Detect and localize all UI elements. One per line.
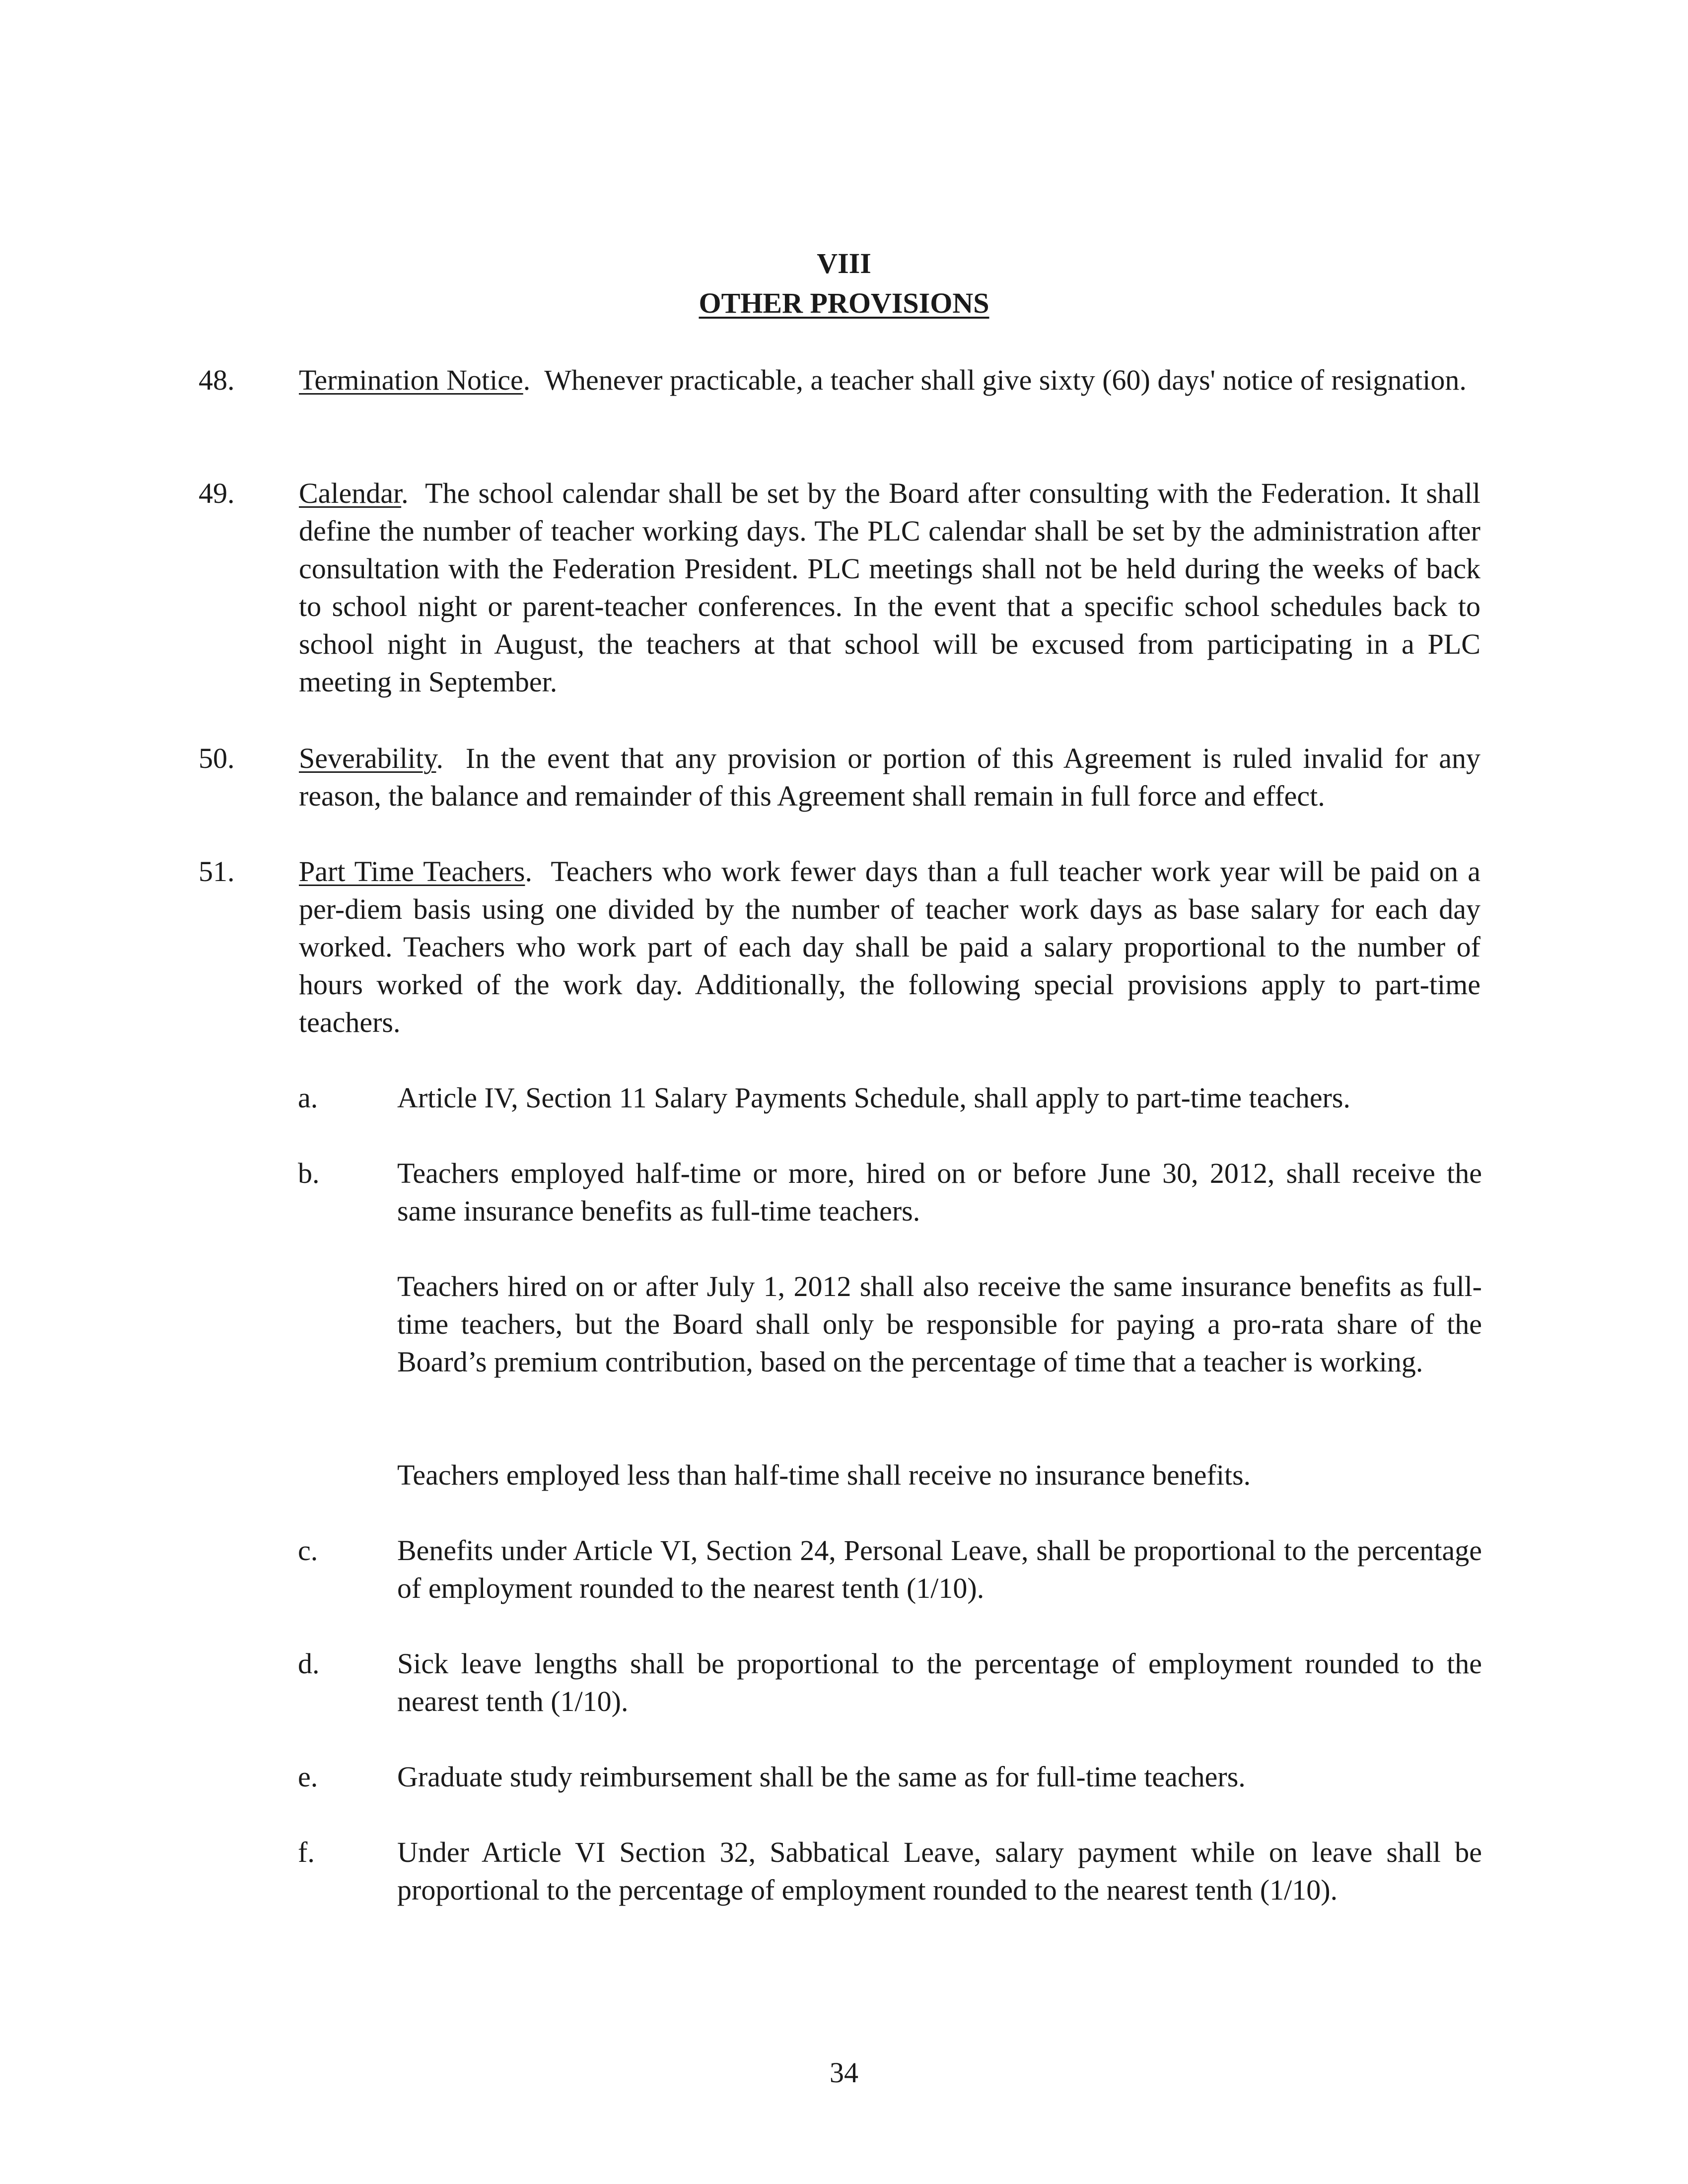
section-51-text: Teachers who work fewer days than a full teacher work year will be paid on a per-diem basis using one divided by the number of teacher work days as base salary for each day worked. Teachers who work part of each day shall be paid a salary proportional to the number of hours worked of the work day. Additionally, the following special provisions apply to part-time teachers. bbox=[299, 855, 1481, 1038]
subitem-e-text: Graduate study reimbursement shall be the same as for full-time teachers. bbox=[397, 1761, 1246, 1793]
article-title: OTHER PROVISIONS bbox=[699, 287, 989, 319]
subitem-c-text: Benefits under Article VI, Section 24, Personal Leave, shall be proportional to the percentage of employment rounded to the nearest tenth (1/10). bbox=[397, 1534, 1482, 1604]
page-number: 34 bbox=[830, 2056, 858, 2089]
section-48-number: 48. bbox=[199, 364, 235, 396]
section-51-heading: Part Time Teachers bbox=[299, 855, 525, 887]
section-50-number: 50. bbox=[199, 742, 235, 774]
subitem-f-text: Under Article VI Section 32, Sabbatical Leave, salary payment while on leave shall be proportional to the percentage of employment rounded to the nearest tenth (1/10). bbox=[397, 1836, 1482, 1906]
subitem-b-letter: b. bbox=[298, 1157, 320, 1189]
subitem-a-letter: a. bbox=[298, 1082, 318, 1114]
article-number: VIII bbox=[817, 247, 871, 279]
subitem-b-paragraph-3: Teachers employed less than half-time shall receive no insurance benefits. bbox=[397, 1459, 1251, 1491]
section-51: Part Time Teachers. Teachers who work fewer days than a full teacher work year will be paid on a per-diem basis using one divided by the number of teacher work days as base salary for each day worked. Teachers who work part of each day shall be paid a salary proportional to the number of hours worked of the work day. Additionally, the following special provisions apply to part-time teachers. bbox=[299, 855, 1481, 1038]
section-51-number: 51. bbox=[199, 855, 235, 887]
section-48-text: Whenever practicable, a teacher shall give sixty (60) days' notice of resignation. bbox=[544, 364, 1467, 396]
subitem-f-letter: f. bbox=[298, 1836, 315, 1868]
subitem-d-text: Sick leave lengths shall be proportional to the percentage of employment rounded to the nearest tenth (1/10). bbox=[397, 1647, 1482, 1717]
section-49-number: 49. bbox=[199, 477, 235, 509]
section-48-heading: Termination Notice bbox=[299, 364, 523, 396]
subitem-a-text: Article IV, Section 11 Salary Payments Schedule, shall apply to part-time teachers. bbox=[397, 1082, 1350, 1114]
subitem-e-letter: e. bbox=[298, 1761, 318, 1793]
section-50-heading: Severability bbox=[299, 742, 436, 774]
subitem-b-paragraph-2: Teachers hired on or after July 1, 2012 shall also receive the same insurance benefits as full-time teachers, but the Board shall only be responsible for paying a pro-rata share of the Board’s premium contribution, based on the percentage of time that a teacher is working. bbox=[397, 1270, 1482, 1378]
section-49-heading: Calendar bbox=[299, 477, 402, 509]
section-50: Severability. In the event that any provision or portion of this Agreement is ruled invalid for any reason, the balance and remainder of this Agreement shall remain in full force and effect. bbox=[299, 742, 1480, 812]
section-50-text: In the event that any provision or portion of this Agreement is ruled invalid for any reason, the balance and remainder of this Agreement shall remain in full force and effect. bbox=[299, 742, 1480, 812]
subitem-b-text: Teachers employed half-time or more, hired on or before June 30, 2012, shall receive the same insurance benefits as full-time teachers. bbox=[397, 1157, 1482, 1227]
section-49: Calendar. The school calendar shall be set by the Board after consulting with the Federation. It shall define the number of teacher working days. The PLC calendar shall be set by the administration after consultation with the Federation President. PLC meetings shall not be held during the weeks of back to school night or parent-teacher conferences. In the event that a specific school schedules back to school night in August, the teachers at that school will be excused from participating in a PLC meeting in September. bbox=[299, 477, 1480, 698]
subitem-d-letter: d. bbox=[298, 1647, 320, 1680]
section-48: Termination Notice. Whenever practicable, a teacher shall give sixty (60) days' notice of resignation. bbox=[299, 364, 1467, 396]
subitem-c-letter: c. bbox=[298, 1534, 318, 1567]
section-49-text: The school calendar shall be set by the Board after consulting with the Federation. It shall define the number of teacher working days. The PLC calendar shall be set by the administration after consultation with the Federation President. PLC meetings shall not be held during the weeks of back to school night or parent-teacher conferences. In the event that a specific school schedules back to school night in August, the teachers at that school will be excused from participating in a PLC meeting in September. bbox=[299, 477, 1480, 698]
